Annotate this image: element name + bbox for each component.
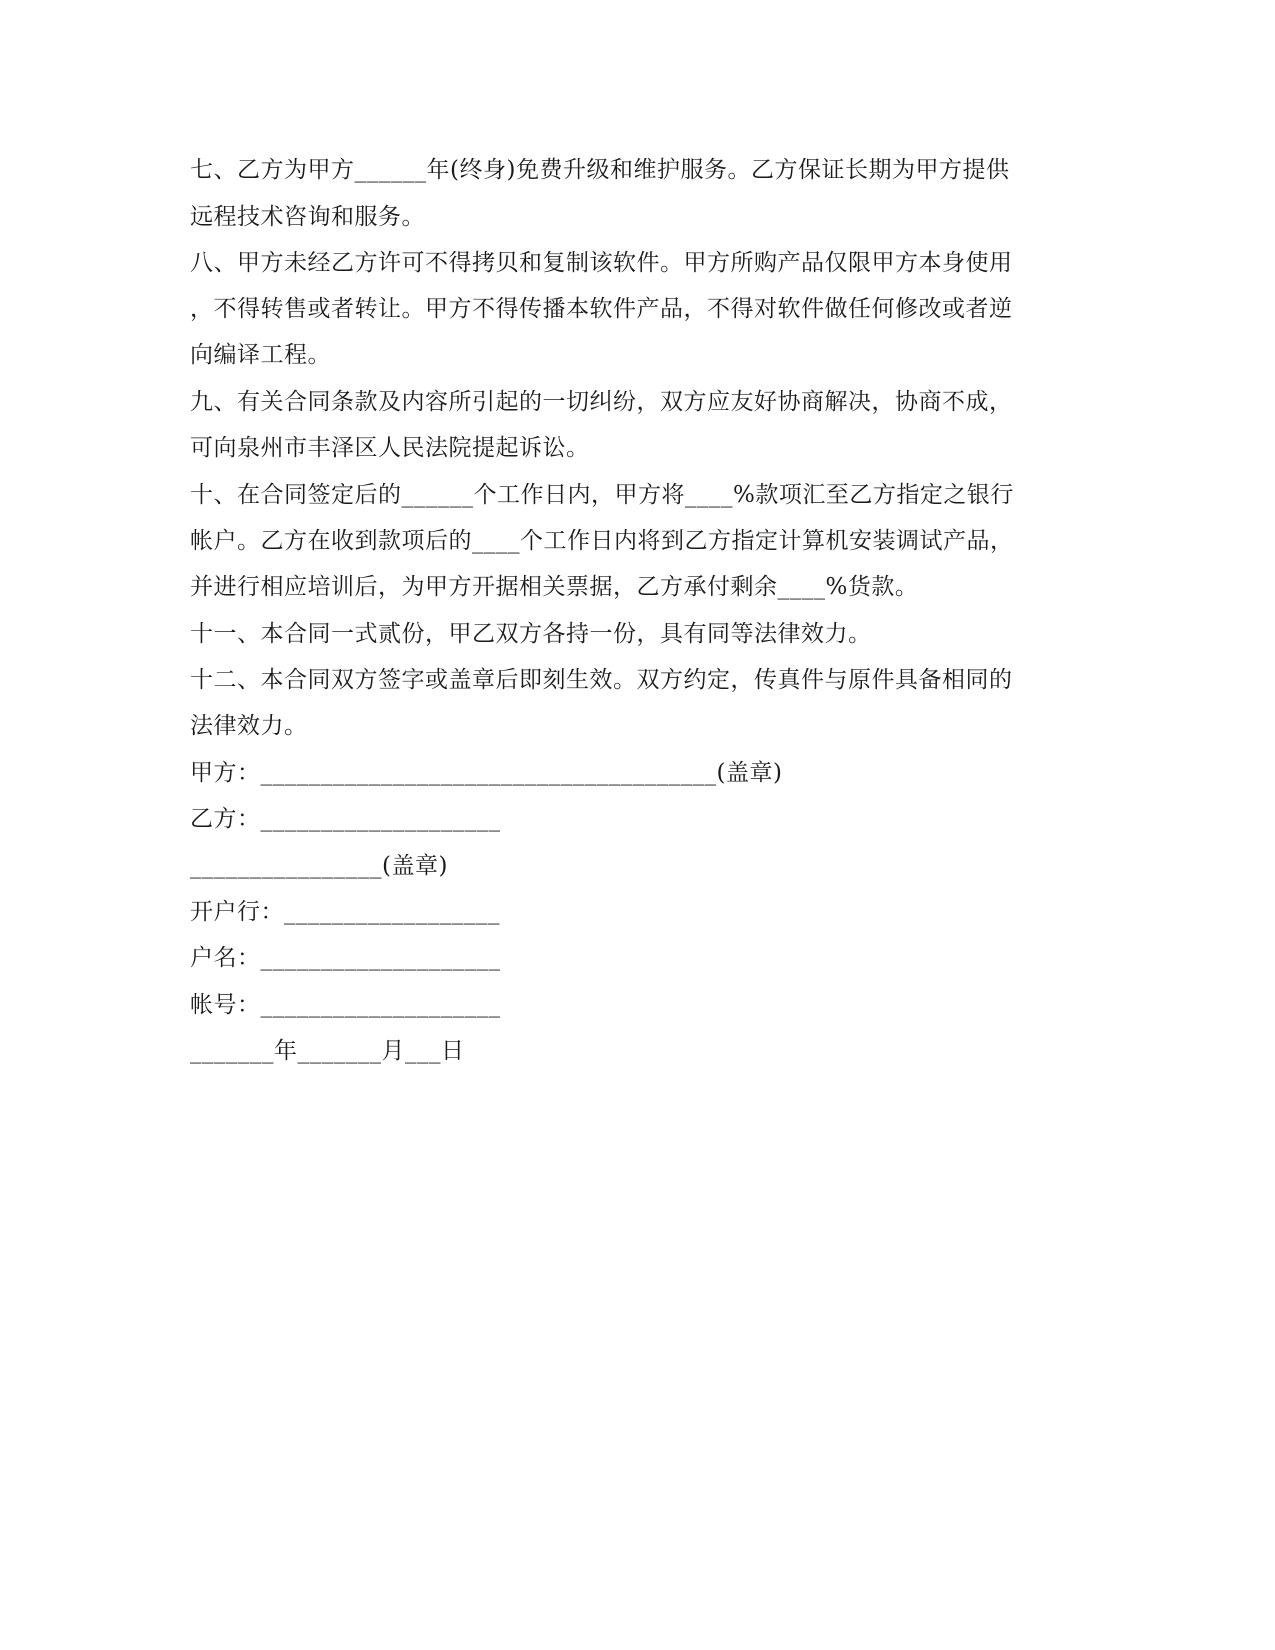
clause-8-line-1: 八、甲方未经乙方许可不得拷贝和复制该软件。甲方所购产品仅限甲方本身使用	[190, 250, 1013, 276]
clause-7-line-2: 远程技术咨询和服务。	[190, 204, 425, 230]
party-b-seal-line: ________________(盖章)	[190, 853, 448, 879]
clause-12-line-1: 十二、本合同双方签字或盖章后即刻生效。双方约定，传真件与原件具备相同的	[190, 667, 1013, 693]
party-b-signature-line: 乙方：____________________	[190, 806, 501, 832]
clause-10-line-1: 十、在合同签定后的______个工作日内，甲方将____%款项汇至乙方指定之银行	[190, 482, 1014, 508]
clause-8-line-2: ，不得转售或者转让。甲方不得传播本软件产品，不得对软件做任何修改或者逆	[190, 296, 1013, 322]
clause-9-line-1: 九、有关合同条款及内容所引起的一切纠纷，双方应友好协商解决，协商不成，	[190, 389, 1013, 415]
clause-10-line-3: 并进行相应培训后，为甲方开据相关票据，乙方承付剩余____%货款。	[190, 574, 919, 600]
date-line: _______年_______月___日	[190, 1038, 465, 1064]
clause-12-line-2: 法律效力。	[190, 713, 308, 739]
clause-10-line-2: 帐户。乙方在收到款项后的____个工作日内将到乙方指定计算机安装调试产品，	[190, 528, 1014, 554]
bank-line: 开户行：__________________	[190, 899, 500, 925]
clause-7-line-1: 七、乙方为甲方______年(终身)免费升级和维护服务。乙方保证长期为甲方提供	[190, 157, 1010, 183]
clause-11-line-1: 十一、本合同一式贰份，甲乙双方各持一份，具有同等法律效力。	[190, 621, 872, 647]
account-number-line: 帐号：____________________	[190, 992, 501, 1018]
clause-9-line-2: 可向泉州市丰泽区人民法院提起诉讼。	[190, 435, 590, 461]
party-a-signature-line: 甲方：______________________________________(盖章)	[190, 760, 783, 786]
account-name-line: 户名：____________________	[190, 945, 501, 971]
clause-8-line-3: 向编译工程。	[190, 342, 331, 368]
